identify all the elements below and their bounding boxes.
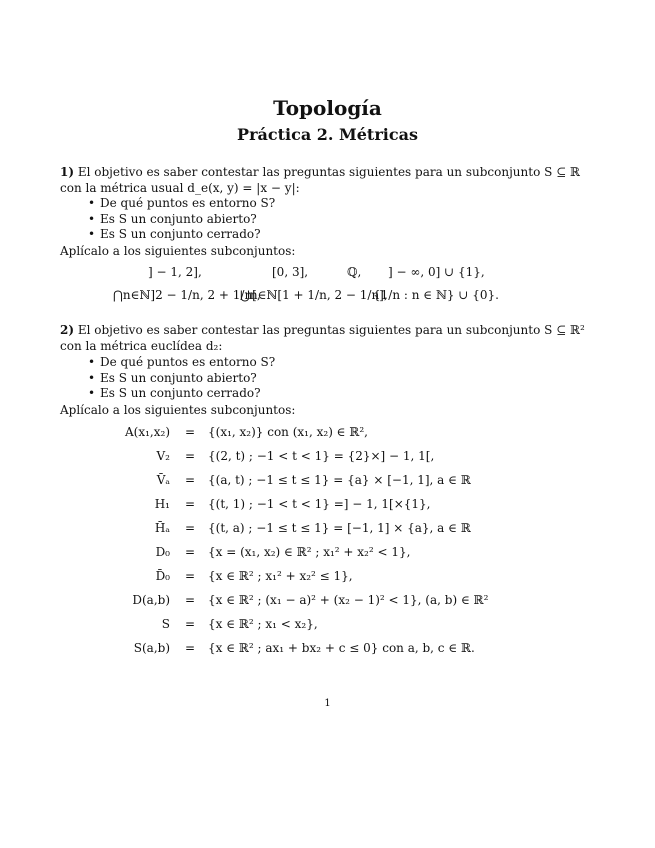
document-title: Topología (273, 96, 382, 120)
section-1-text: El objetivo es saber contestar las preguntas siguientes para un subconjunto S ⊆ ℝ con la métrica usual d_e(x, y) = |x − y|: (60, 165, 580, 195)
section-2-text: El objetivo es saber contestar las preguntas siguientes para un subconjunto S ⊆ ℝ² con la métrica euclídea d₂: (60, 323, 585, 353)
set-1: ] − 1, 2], (148, 265, 202, 279)
equals-sign: = (184, 425, 196, 439)
equation-lhs: D̄₀ (155, 569, 170, 583)
equation-rhs: {x ∈ ℝ² ; x₁ < x₂}, (208, 617, 318, 631)
section-1-apply: Aplícalo a los siguientes subconjuntos: (60, 244, 296, 258)
list-item: • De qué puntos es entorno S? (88, 196, 275, 212)
equals-sign: = (184, 545, 196, 559)
equation-row (100, 468, 488, 492)
set-4: ] − ∞, 0] ∪ {1}, (388, 265, 485, 279)
equals-sign: = (184, 617, 196, 631)
equation-rhs: {x ∈ ℝ² ; x₁² + x₂² ≤ 1}, (208, 569, 353, 583)
set-5: ⋂n∈ℕ]2 − 1/n, 2 + 1/n[, (113, 288, 261, 302)
equation-lhs: V̄ₐ (156, 473, 170, 487)
equals-sign: = (184, 593, 196, 607)
equation-row (100, 516, 488, 540)
equation-row (100, 444, 488, 468)
equation-lhs: S (161, 617, 170, 631)
section-2-intro (60, 323, 600, 354)
equation-lhs: D(a,b) (132, 593, 170, 607)
equation-lhs: S(a,b) (133, 641, 170, 655)
equation-rhs: {x ∈ ℝ² ; (x₁ − a)² + (x₂ − 1)² < 1}, (a, b) ∈ ℝ² (208, 593, 489, 607)
equation-row (100, 588, 488, 612)
equals-sign: = (184, 521, 196, 535)
set-7: {1/n : n ∈ ℕ} ∪ {0}. (373, 288, 499, 302)
section-2-number: 2) (60, 323, 75, 337)
section-1-bullets (88, 196, 275, 243)
list-item: • De qué puntos es entorno S? (88, 355, 275, 371)
equals-sign: = (184, 641, 196, 655)
equation-row (100, 420, 488, 444)
equation-rhs: {(a, t) ; −1 ≤ t ≤ 1} = {a} × [−1, 1], a ∈ ℝ (208, 473, 471, 487)
section-1-number: 1) (60, 165, 75, 179)
equation-row (100, 636, 488, 660)
list-item: • Es S un conjunto cerrado? (88, 386, 275, 402)
set-3: ℚ, (347, 265, 362, 279)
equation-rhs: {(t, a) ; −1 ≤ t ≤ 1} = [−1, 1] × {a}, a ∈ ℝ (208, 521, 471, 535)
equation-lhs: H₁ (154, 497, 170, 511)
section-2-apply: Aplícalo a los siguientes subconjuntos: (60, 403, 296, 417)
list-item: • Es S un conjunto abierto? (88, 371, 275, 387)
set-6: ⋃n∈ℕ[1 + 1/n, 2 − 1/n], (240, 288, 388, 302)
list-item: • Es S un conjunto cerrado? (88, 227, 275, 243)
equation-lhs: V₂ (156, 449, 170, 463)
equation-rhs: {x = (x₁, x₂) ∈ ℝ² ; x₁² + x₂² < 1}, (208, 545, 411, 559)
equation-row (100, 540, 488, 564)
equation-row (100, 492, 488, 516)
equation-lhs: A(x₁,x₂) (125, 425, 170, 439)
equals-sign: = (184, 569, 196, 583)
section-1-intro (60, 165, 600, 196)
equation-lhs: H̄ₐ (154, 521, 170, 535)
equation-lhs: D₀ (155, 545, 170, 559)
equation-rhs: {x ∈ ℝ² ; ax₁ + bx₂ + c ≤ 0} con a, b, c ∈ ℝ. (208, 641, 475, 655)
list-item: • Es S un conjunto abierto? (88, 212, 275, 228)
equals-sign: = (184, 449, 196, 463)
equation-row (100, 564, 488, 588)
equation-row (100, 612, 488, 636)
equation-rhs: {(2, t) ; −1 < t < 1} = {2}×] − 1, 1[, (208, 449, 435, 463)
set-2: [0, 3], (272, 265, 309, 279)
page-number: 1 (324, 698, 331, 709)
equation-rhs: {(t, 1) ; −1 < t < 1} =] − 1, 1[×{1}, (208, 497, 431, 511)
equation-rhs: {(x₁, x₂)} con (x₁, x₂) ∈ ℝ², (208, 425, 368, 439)
equals-sign: = (184, 473, 196, 487)
equals-sign: = (184, 497, 196, 511)
section-2-bullets (88, 355, 275, 402)
document-subtitle: Práctica 2. Métricas (237, 125, 418, 144)
equation-array (100, 420, 488, 660)
